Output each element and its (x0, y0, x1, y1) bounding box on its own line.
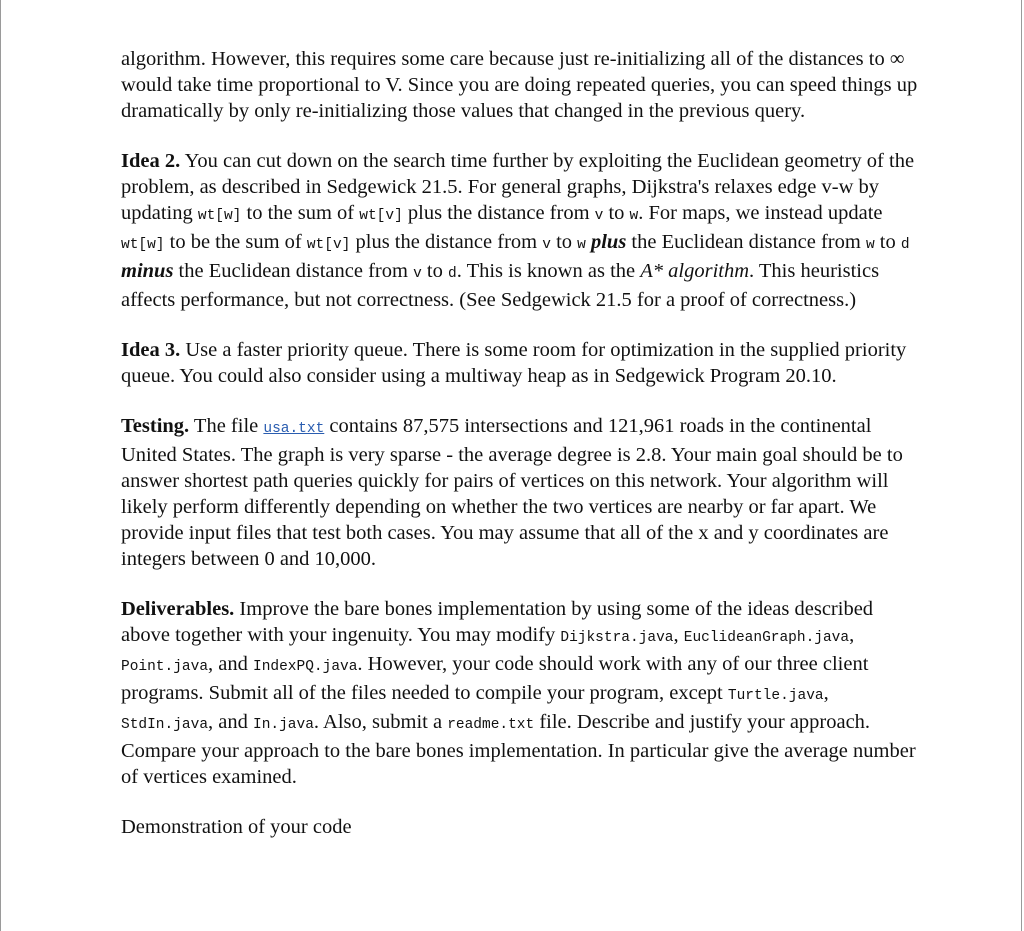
code-v: v (413, 266, 422, 282)
code-d: d (900, 237, 910, 253)
paragraph-idea-2: Idea 2. You can cut down on the search time further by exploiting the Euclidean geometry of the problem, as described in Sedgewick 21.5. For general graphs, Dijkstra's relaxes edge v-w by updating wt[w] to the sum of wt[v] plus the distance from v to w. For maps, we instead update wt[w] to be the sum of wt[v] plus the distance from v to w plus the Euclidean distance from w to d minus the Euclidean distance from v to d. This is known as the A* algorithm. This heuristics affects performance, but not correctness. (See Sedgewick 21.5 for a proof of correctness.) (121, 150, 915, 311)
idea-2-heading: Idea 2. (121, 150, 181, 172)
code-indexpq-java: IndexPQ.java (253, 659, 358, 675)
usa-txt-link[interactable]: usa.txt (263, 421, 325, 437)
code-wt-v: wt[v] (359, 208, 403, 224)
code-v: v (594, 208, 604, 224)
paragraph-algorithm: algorithm. However, this requires some care because just re-initializing all of the distances to ∞ would take time proportional to V. Since you are doing repeated queries, you can speed things up dramatically by only re-initializing those values that changed in the previous query. (121, 48, 918, 122)
code-dijkstra-java: Dijkstra.java (560, 630, 674, 646)
code-euclideangraph-java: EuclideanGraph.java (683, 630, 850, 646)
code-w: w (577, 237, 586, 253)
deliverables-heading: Deliverables. (121, 598, 235, 620)
code-w: w (865, 237, 875, 253)
code-readme-txt: readme.txt (447, 717, 535, 733)
code-wt-v: wt[v] (306, 237, 351, 253)
paragraph-demonstration: Demonstration of your code (121, 816, 352, 838)
code-wt-w: wt[w] (121, 237, 165, 253)
paragraph-deliverables: Deliverables. Improve the bare bones implementation by using some of the ideas described above together with your ingenuity. You may modify Dijkstra.java, EuclideanGraph.java, Point.java, and IndexPQ.java. However, your code should work with any of our three client programs. Submit all of the files needed to compile your program, except Turtle.java, StdIn.java, and In.java. Also, submit a readme.txt file. Describe and justify your approach. Compare your approach to the bare bones implementation. In particular give the average number of vertices examined. (121, 598, 916, 788)
emphasis-minus: minus (121, 260, 174, 282)
emphasis-plus: plus (585, 231, 627, 253)
code-point-java: Point.java (121, 659, 209, 675)
code-in-java: In.java (253, 717, 314, 733)
code-wt-w: wt[w] (197, 208, 242, 224)
code-stdin-java: StdIn.java (121, 717, 209, 733)
code-turtle-java: Turtle.java (727, 688, 824, 704)
code-v: v (542, 237, 551, 253)
code-d: d (447, 266, 457, 282)
paragraph-testing: Testing. The file usa.txt contains 87,575 intersections and 121,961 roads in the continental United States. The graph is very sparse - the average degree is 2.8. Your main goal should be to answer shortest path queries quickly for pairs of vertices on this network. Your algorithm will likely perform differently depending on whether the two vertices are nearby or far apart. We provide input files that test both cases. You may assume that all of the x and y coordinates are integers between 0 and 10,000. (121, 415, 903, 570)
emphasis-a-star: A* algorithm (640, 260, 750, 282)
testing-heading: Testing. (121, 415, 190, 437)
paragraph-idea-3: Idea 3. Use a faster priority queue. There is some room for optimization in the supplied priority queue. You could also consider using a multiway heap as in Sedgewick Program 20.10. (121, 339, 907, 387)
code-w: w (629, 208, 639, 224)
idea-3-heading: Idea 3. (121, 339, 181, 361)
document-body (121, 46, 921, 864)
